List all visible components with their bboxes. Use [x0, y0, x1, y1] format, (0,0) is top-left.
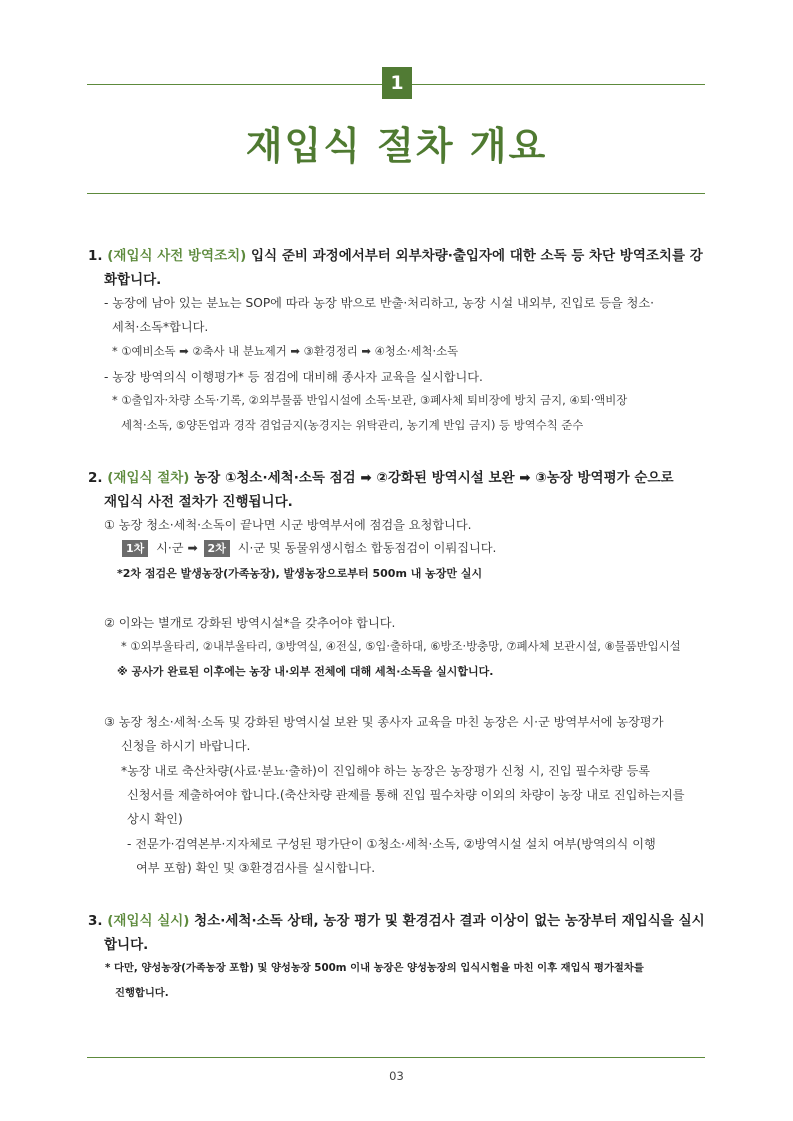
section1-number: 1.	[88, 248, 103, 264]
badge-second-inspection: 2차	[204, 540, 230, 557]
section1-note2-line2: 세척·소독, ⑤양돈업과 경작 겸업금지(농경지는 위탁관리, 농기계 반입 금지) 등 방역수칙 준수	[121, 418, 584, 432]
section3-note-line2: 진행합니다.	[115, 987, 169, 999]
section2-item3-sub-line1: - 전문가·검역본부·지자체로 구성된 평가단이 ①청소·세척·소독, ②방역시설 설치 여부(방역의식 이행	[127, 837, 656, 851]
section2-item2: ② 이와는 별개로 강화된 방역시설*을 갖추어야 합니다.	[104, 616, 396, 630]
section2-heading	[88, 466, 674, 486]
section2-number: 2.	[88, 470, 103, 486]
second-inspection-text: 시·군 및 동물위생시험소 합동점검이 이뤄집니다.	[233, 541, 497, 555]
first-inspection-text: 시·군 ➡	[152, 541, 202, 555]
section1-bullet1-line2: 세척·소독*합니다.	[112, 320, 209, 334]
section2-item1: ① 농장 청소·세척·소독이 끝나면 시군 방역부서에 점검을 요청합니다.	[104, 518, 472, 532]
section1-bullet2: - 농장 방역의식 이행평가* 등 점검에 대비해 종사자 교육을 실시합니다.	[104, 370, 483, 384]
section2-item3-note-line2: 신청서를 제출하여야 합니다.(축산차량 관제를 통해 진입 필수차량 이외의 차량이 농장 내로 진입하는지를	[127, 788, 685, 802]
section1-note1: * ①예비소독 ➡ ②축사 내 분뇨제거 ➡ ③환경정리 ➡ ④청소·세척·소독	[112, 344, 459, 358]
chapter-number-badge: 1	[382, 67, 412, 99]
badge-first-inspection: 1차	[122, 540, 148, 557]
section3-highlight: (재입식 실시)	[107, 913, 190, 929]
section1-note2-line1: * ①출입자·차량 소독·기록, ②외부물품 반입시설에 소독·보관, ③폐사체 퇴비장에 방치 금지, ④퇴·액비장	[112, 393, 628, 407]
footer-rule	[87, 1057, 705, 1058]
section1-heading-line2: 화합니다.	[104, 272, 162, 288]
section2-inspection-steps	[122, 539, 496, 557]
section3-number: 3.	[88, 913, 103, 929]
page-title: 재입식 절차 개요	[245, 124, 548, 168]
section2-item3-sub-line2: 여부 포함) 확인 및 ③환경검사를 실시합니다.	[136, 861, 376, 875]
section2-highlight: (재입식 절차)	[107, 470, 190, 486]
section1-heading	[88, 244, 703, 264]
section1-title: 입식 준비 과정에서부터 외부차량·출입자에 대한 소독 등 차단 방역조치를 강	[246, 248, 703, 264]
section2-item3-note-line1: *농장 내로 축산차량(사료·분뇨·출하)이 진입해야 하는 농장은 농장평가 신청 시, 진입 필수차량 등록	[121, 764, 650, 778]
section2-note2: * ①외부울타리, ②내부울타리, ③방역실, ④전실, ⑤입·출하대, ⑥방조·방충망, ⑦폐사체 보관시설, ⑧물품반입시설	[121, 639, 681, 653]
header-bottom-rule	[87, 193, 705, 194]
section1-bullet1-line1: - 농장에 남아 있는 분뇨는 SOP에 따라 농장 밖으로 반출·처리하고, 농장 시설 내외부, 진입로 등을 청소·	[104, 296, 655, 310]
section2-note3: ※ 공사가 완료된 이후에는 농장 내·외부 전체에 대해 세척·소독을 실시합니다.	[117, 665, 494, 678]
section3-title: 청소·세척·소독 상태, 농장 평가 및 환경검사 결과 이상이 없는 농장부터 재입식을 실시	[189, 913, 705, 929]
section2-item3-line1: ③ 농장 청소·세척·소독 및 강화된 방역시설 보완 및 종사자 교육을 마친 농장은 시·군 방역부서에 농장평가	[104, 715, 664, 729]
section2-item3-line2: 신청을 하시기 바랍니다.	[121, 739, 251, 753]
page-number: 03	[389, 1069, 404, 1083]
section3-heading	[88, 909, 705, 929]
section3-note-line1: * 다만, 양성농장(가족농장 포함) 및 양성농장 500m 이내 농장은 양성농장의 입식시험을 마친 이후 재입식 평가절차를	[105, 962, 644, 974]
section2-heading-line2: 재입식 사전 절차가 진행됩니다.	[104, 494, 293, 510]
section3-heading-line2: 합니다.	[104, 937, 149, 953]
section2-note1: *2차 점검은 발생농장(가족농장), 발생농장으로부터 500m 내 농장만 실시	[117, 567, 483, 580]
section2-title: 농장 ①청소·세척·소독 점검 ➡ ②강화된 방역시설 보완 ➡ ③농장 방역평가 순으로	[189, 470, 674, 486]
section2-item3-note-line3: 상시 확인)	[127, 812, 183, 826]
section1-highlight: (재입식 사전 방역조치)	[107, 248, 247, 264]
